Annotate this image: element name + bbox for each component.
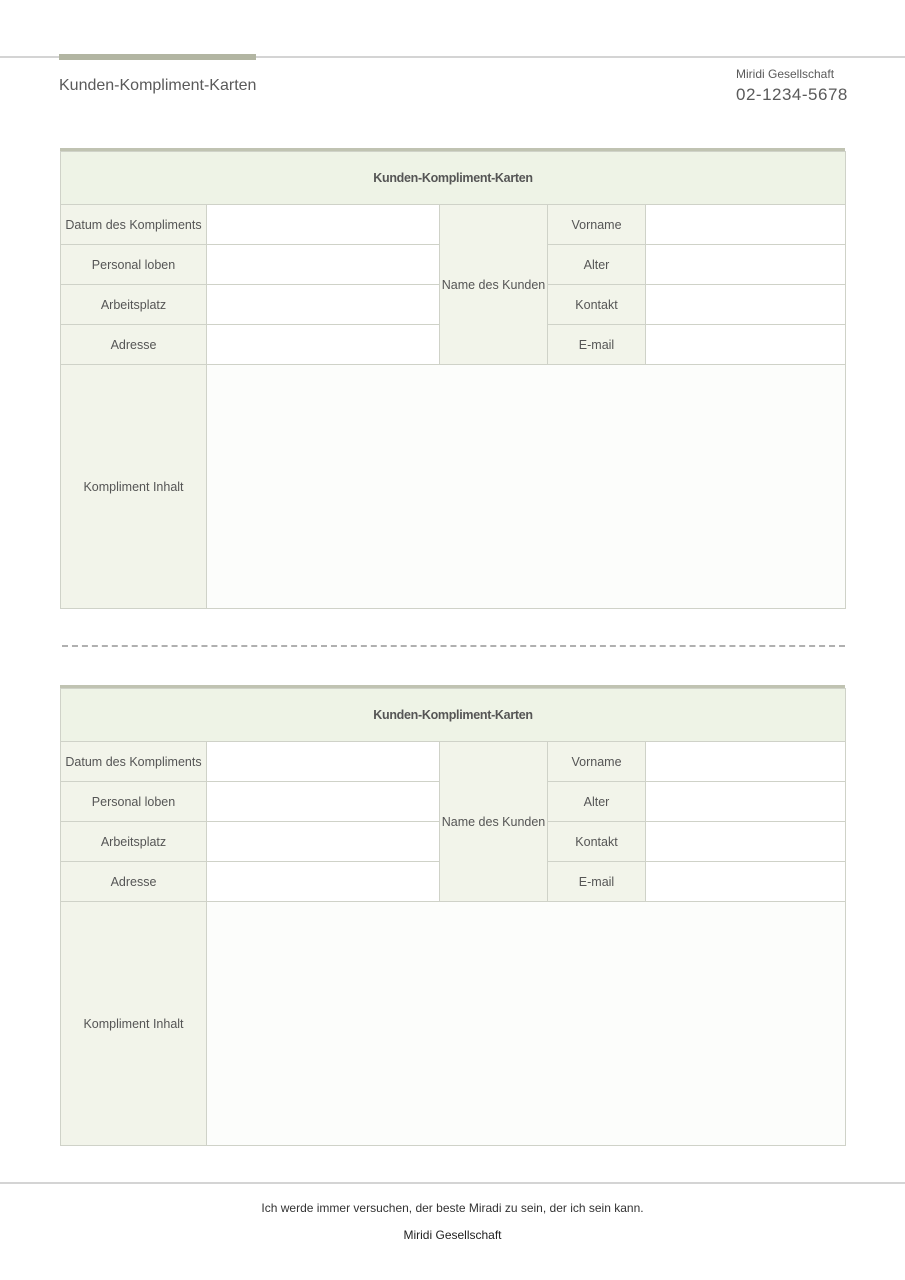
footer-quote: Ich werde immer versuchen, der beste Miradi zu sein, der ich sein kann. <box>261 1201 644 1215</box>
label-age: Alter <box>548 782 646 822</box>
label-customer-name: Name des Kunden <box>440 742 548 902</box>
label-date: Datum des Kompliments <box>61 742 207 782</box>
document-title: Kunden-Kompliment-Karten <box>59 77 257 94</box>
field-workplace[interactable] <box>207 822 440 862</box>
field-first-name[interactable] <box>646 205 846 245</box>
field-first-name[interactable] <box>646 742 846 782</box>
field-date[interactable] <box>207 742 440 782</box>
compliment-card-2 <box>60 685 845 1146</box>
company-name: Miridi Gesellschaft <box>736 67 835 81</box>
label-content: Kompliment Inhalt <box>61 902 207 1146</box>
card-title: Kunden-Kompliment-Karten <box>61 689 846 742</box>
field-content[interactable] <box>207 902 846 1146</box>
field-age[interactable] <box>646 782 846 822</box>
field-age[interactable] <box>646 245 846 285</box>
field-address[interactable] <box>207 862 440 902</box>
label-contact: Kontakt <box>548 285 646 325</box>
label-contact: Kontakt <box>548 822 646 862</box>
field-contact[interactable] <box>646 822 846 862</box>
label-customer-name: Name des Kunden <box>440 205 548 365</box>
label-date: Datum des Kompliments <box>61 205 207 245</box>
field-contact[interactable] <box>646 285 846 325</box>
label-content: Kompliment Inhalt <box>61 365 207 609</box>
field-email[interactable] <box>646 862 846 902</box>
field-date[interactable] <box>207 205 440 245</box>
label-email: E-mail <box>548 325 646 365</box>
label-age: Alter <box>548 245 646 285</box>
card-title: Kunden-Kompliment-Karten <box>61 152 846 205</box>
footer-divider <box>0 1182 905 1184</box>
field-email[interactable] <box>646 325 846 365</box>
compliment-card-1 <box>60 148 845 609</box>
field-workplace[interactable] <box>207 285 440 325</box>
label-address: Adresse <box>61 325 207 365</box>
footer-company: Miridi Gesellschaft <box>403 1228 502 1242</box>
field-staff[interactable] <box>207 782 440 822</box>
phone-number: 02-1234-5678 <box>736 85 848 104</box>
label-workplace: Arbeitsplatz <box>61 285 207 325</box>
field-content[interactable] <box>207 365 846 609</box>
label-address: Adresse <box>61 862 207 902</box>
label-staff: Personal loben <box>61 245 207 285</box>
label-first-name: Vorname <box>548 205 646 245</box>
label-email: E-mail <box>548 862 646 902</box>
label-workplace: Arbeitsplatz <box>61 822 207 862</box>
header-accent-bar <box>59 54 256 60</box>
label-staff: Personal loben <box>61 782 207 822</box>
field-address[interactable] <box>207 325 440 365</box>
field-staff[interactable] <box>207 245 440 285</box>
label-first-name: Vorname <box>548 742 646 782</box>
cut-line <box>62 645 845 647</box>
